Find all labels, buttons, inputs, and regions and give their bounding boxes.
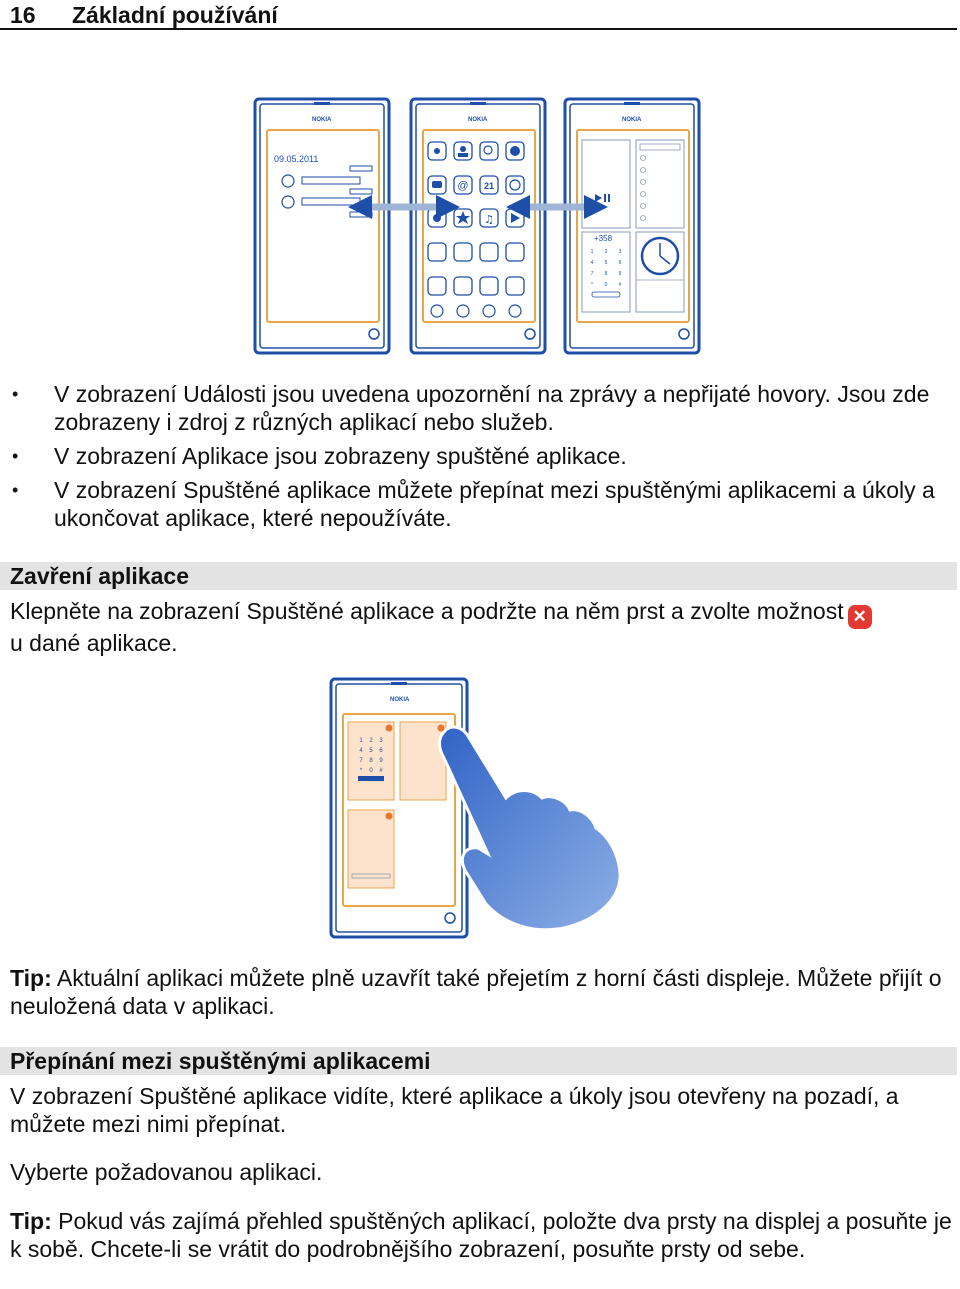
svg-text:7: 7 bbox=[359, 758, 363, 764]
svg-text:0: 0 bbox=[369, 768, 373, 774]
bullet-events: • V zobrazení Události jsou uvedena upozornění na zprávy a nepřijaté hovory. Jsou zde zobrazeny i zdroj z různých aplikací nebo služeb. bbox=[0, 380, 950, 436]
page-number: 16 bbox=[10, 2, 36, 28]
svg-text:5: 5 bbox=[369, 748, 373, 754]
section-close-app bbox=[0, 562, 957, 590]
svg-text:2: 2 bbox=[369, 738, 373, 744]
svg-text:8: 8 bbox=[369, 758, 373, 764]
svg-text:9: 9 bbox=[379, 758, 383, 764]
svg-text:0: 0 bbox=[604, 282, 608, 288]
section-switch-apps bbox=[0, 1047, 957, 1075]
section-title: Přepínání mezi spuštěnými aplikacemi bbox=[10, 1048, 431, 1074]
tip-swipe-close: Tip: Aktuální aplikaci můžete plně uzavřít také přejetím z horní části displeje. Můžete přijít o neuložená data v aplikaci. bbox=[10, 965, 942, 1019]
svg-text:@: @ bbox=[457, 180, 469, 192]
svg-text:1: 1 bbox=[359, 738, 363, 744]
svg-text:*: * bbox=[359, 768, 363, 774]
svg-text:#: # bbox=[379, 768, 383, 774]
tip-label: Tip: bbox=[10, 1208, 52, 1234]
svg-text:#: # bbox=[618, 282, 622, 288]
svg-text:21: 21 bbox=[483, 181, 495, 191]
svg-text:3: 3 bbox=[379, 738, 383, 744]
dialer-display: +358 bbox=[594, 234, 613, 243]
nokia-logo: NOKIA bbox=[312, 117, 332, 123]
svg-text:2: 2 bbox=[604, 249, 608, 255]
svg-text:6: 6 bbox=[379, 748, 383, 754]
views-illustration bbox=[252, 96, 704, 356]
view-descriptions bbox=[0, 380, 950, 538]
svg-text:6: 6 bbox=[618, 260, 622, 266]
page-header bbox=[0, 0, 957, 30]
bullet-running-apps: • V zobrazení Spuštěné aplikace můžete přepínat mezi spuštěnými aplikacemi a úkoly a ukončovat aplikace, které nepoužíváte. bbox=[0, 476, 950, 532]
svg-text:5: 5 bbox=[604, 260, 608, 266]
svg-text:4: 4 bbox=[590, 260, 594, 266]
swipe-arrow-left bbox=[348, 195, 460, 219]
nokia-logo: NOKIA bbox=[390, 697, 410, 703]
svg-text:1: 1 bbox=[590, 249, 594, 255]
close-app-badge bbox=[386, 813, 393, 820]
switch-apps-instruction: Vyberte požadovanou aplikaci. bbox=[10, 1159, 323, 1185]
svg-text:7: 7 bbox=[590, 271, 594, 277]
svg-text:9: 9 bbox=[618, 271, 622, 277]
svg-text:8: 8 bbox=[604, 271, 608, 277]
svg-text:♫: ♫ bbox=[484, 213, 494, 226]
nokia-logo: NOKIA bbox=[468, 117, 488, 123]
svg-text:3: 3 bbox=[618, 249, 622, 255]
close-app-illustration bbox=[328, 676, 638, 940]
bullet-applications: • V zobrazení Aplikace jsou zobrazeny spuštěné aplikace. bbox=[0, 442, 950, 470]
nokia-logo: NOKIA bbox=[622, 117, 642, 123]
close-icon: ✕ bbox=[848, 605, 872, 629]
svg-text:*: * bbox=[591, 282, 593, 288]
close-app-badge bbox=[386, 725, 393, 732]
tip-pinch-overview: Tip: Pokud vás zajímá přehled spuštěných aplikací, položte dva prsty na displej a posuňte je k sobě. Chcete-li se vrátit do podrobnějšího zobrazení, posuňte prsty od sebe. bbox=[10, 1208, 952, 1262]
svg-text:4: 4 bbox=[359, 748, 363, 754]
phone-applications bbox=[411, 99, 545, 353]
close-app-instructions: Klepněte na zobrazení Spuštěné aplikace a podržte na něm prst a zvolte možnost ✕ u dané aplikace. bbox=[10, 597, 955, 657]
phone-running-apps bbox=[565, 99, 699, 353]
tip-label: Tip: bbox=[10, 965, 52, 991]
chapter-title: Základní používání bbox=[72, 2, 278, 28]
events-date: 09.05.2011 bbox=[274, 154, 319, 164]
section-title: Zavření aplikace bbox=[10, 563, 189, 589]
switch-apps-description: V zobrazení Spuštěné aplikace vidíte, které aplikace a úkoly jsou otevřeny na pozadí, a můžete mezi nimi přepínat. bbox=[10, 1083, 899, 1137]
phone-events bbox=[255, 99, 389, 353]
